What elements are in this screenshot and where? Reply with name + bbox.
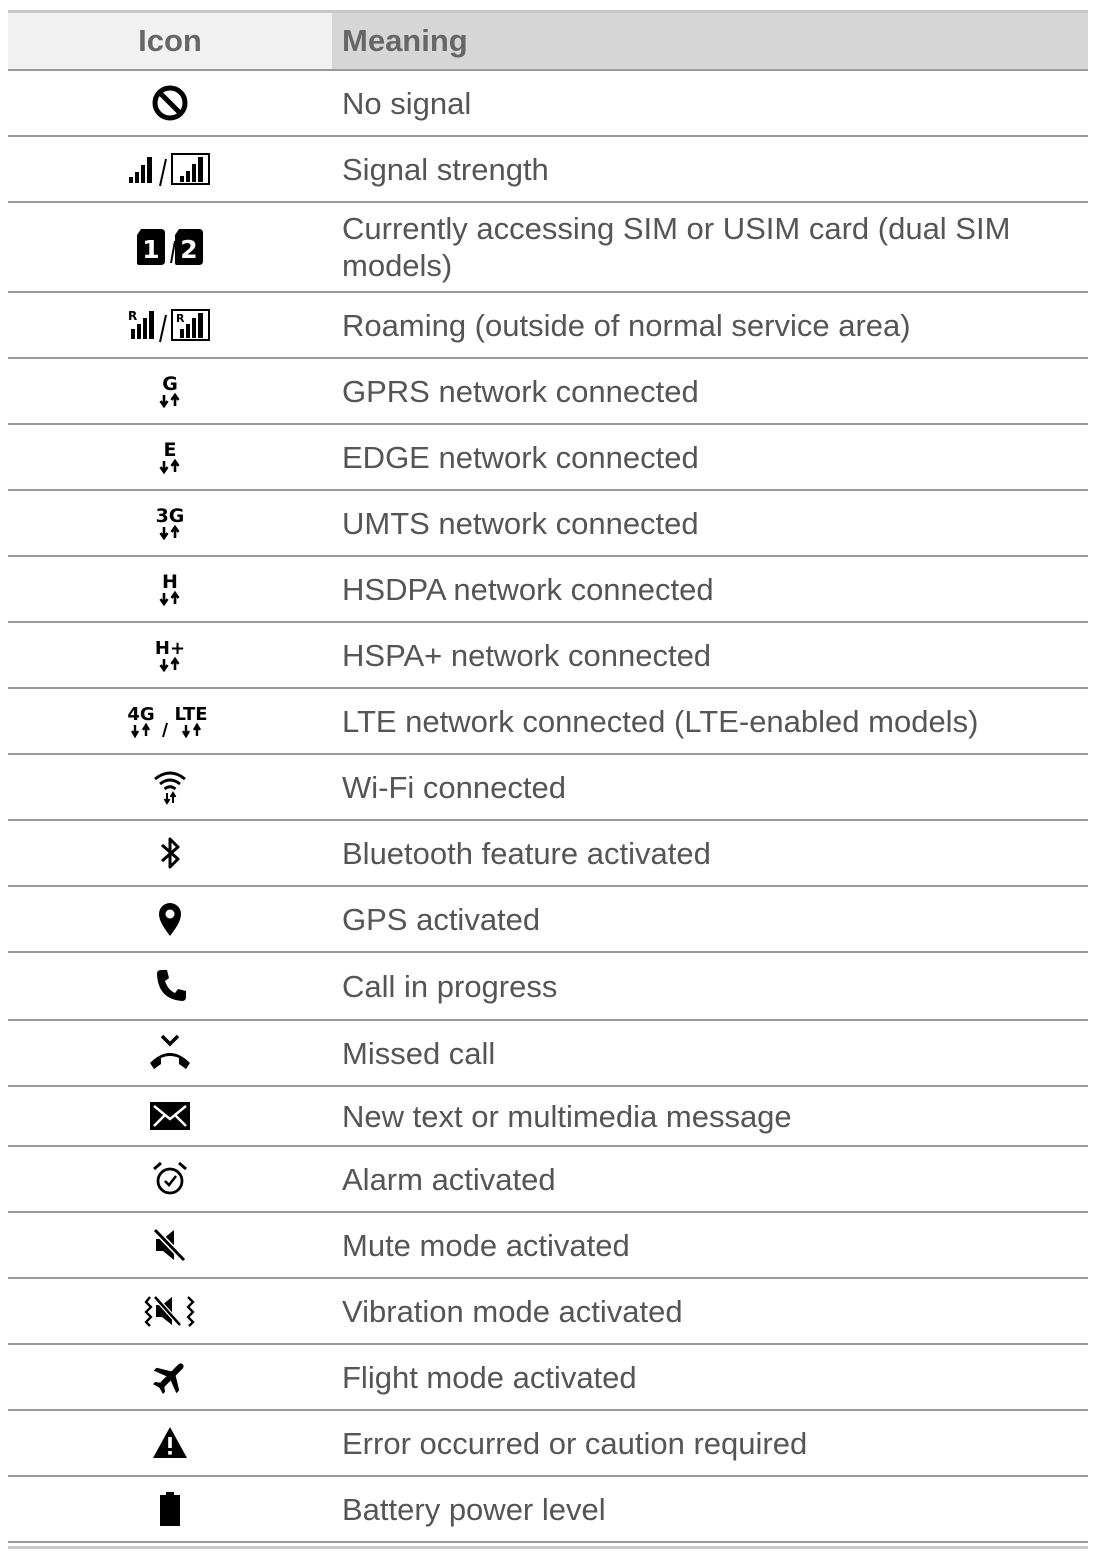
edge-icon	[150, 437, 190, 477]
svg-text:G: G	[162, 373, 178, 395]
table-bottom-rule	[8, 1546, 1088, 1549]
table-row	[8, 1087, 1088, 1147]
table-row	[8, 293, 1088, 359]
row-meaning: UMTS network connected	[342, 505, 699, 541]
row-meaning: Missed call	[342, 1035, 496, 1071]
svg-text:R: R	[176, 312, 185, 325]
table-row	[8, 1411, 1088, 1477]
row-meaning: Vibration mode activated	[342, 1293, 683, 1329]
table-row	[8, 1279, 1088, 1345]
svg-text:E: E	[163, 439, 177, 461]
table-row	[8, 71, 1088, 137]
battery-icon	[150, 1489, 190, 1529]
svg-text:4G: 4G	[127, 704, 155, 725]
table-row	[8, 1213, 1088, 1279]
caution-icon	[150, 1423, 190, 1463]
row-meaning: GPRS network connected	[342, 373, 699, 409]
row-meaning: LTE network connected (LTE-enabled models)	[342, 703, 979, 739]
row-meaning: New text or multimedia message	[342, 1098, 792, 1134]
message-icon	[148, 1100, 192, 1132]
table-row	[8, 137, 1088, 203]
no-signal-icon	[150, 83, 190, 123]
svg-text:H+: H+	[154, 638, 186, 659]
table-row	[8, 953, 1088, 1021]
bluetooth-icon	[150, 833, 190, 873]
icon-table	[8, 10, 1088, 1549]
row-meaning: No signal	[342, 85, 472, 121]
svg-text:LTE: LTE	[174, 704, 208, 725]
table-row	[8, 623, 1088, 689]
table-row	[8, 203, 1088, 293]
gps-icon	[150, 899, 190, 939]
vibration-icon	[142, 1291, 198, 1331]
table-row	[8, 1147, 1088, 1213]
row-meaning: GPS activated	[342, 901, 541, 937]
meaning-column-header: Meaning	[332, 13, 1088, 69]
table-row	[8, 821, 1088, 887]
svg-text:H: H	[162, 571, 178, 593]
table-row	[8, 887, 1088, 953]
table-row	[8, 755, 1088, 821]
table-row	[8, 1021, 1088, 1087]
icon-column-header: Icon	[8, 13, 332, 69]
row-meaning: Alarm activated	[342, 1161, 556, 1197]
table-row	[8, 359, 1088, 425]
row-meaning: EDGE network connected	[342, 439, 699, 475]
svg-text:3G: 3G	[155, 505, 185, 527]
row-meaning: HSPA+ network connected	[342, 637, 712, 673]
table-row	[8, 557, 1088, 623]
row-meaning: HSDPA network connected	[342, 571, 714, 607]
table-row	[8, 1345, 1088, 1411]
svg-text:1: 1	[142, 235, 160, 264]
mute-icon	[150, 1225, 190, 1265]
hspa-plus-icon	[150, 635, 190, 675]
row-meaning: Error occurred or caution required	[342, 1425, 808, 1461]
svg-text:2: 2	[180, 235, 198, 264]
signal-strength-icon	[127, 151, 213, 187]
table-row	[8, 689, 1088, 755]
row-meaning: Currently accessing SIM or USIM card (dual SIM models)	[342, 211, 1011, 283]
alarm-icon	[150, 1159, 190, 1199]
row-meaning: Call in progress	[342, 968, 558, 1004]
flight-mode-icon	[150, 1357, 190, 1397]
row-meaning: Signal strength	[342, 151, 549, 187]
roaming-icon	[127, 307, 213, 343]
hsdpa-icon	[150, 569, 190, 609]
row-meaning: Wi-Fi connected	[342, 769, 566, 805]
lte-icon	[125, 701, 215, 741]
svg-text:R: R	[128, 309, 138, 323]
wifi-icon	[150, 767, 190, 807]
umts-icon	[150, 503, 190, 543]
row-meaning: Mute mode activated	[342, 1227, 630, 1263]
row-meaning: Battery power level	[342, 1491, 606, 1527]
gprs-icon	[150, 371, 190, 411]
missed-call-icon	[146, 1033, 194, 1073]
table-row	[8, 491, 1088, 557]
row-meaning: Bluetooth feature activated	[342, 835, 711, 871]
table-row	[8, 425, 1088, 491]
call-icon	[150, 966, 190, 1006]
row-meaning: Flight mode activated	[342, 1359, 637, 1395]
table-row	[8, 1477, 1088, 1543]
row-meaning: Roaming (outside of normal service area)	[342, 307, 911, 343]
table-header	[8, 13, 1088, 71]
sim-card-icon	[135, 227, 205, 267]
